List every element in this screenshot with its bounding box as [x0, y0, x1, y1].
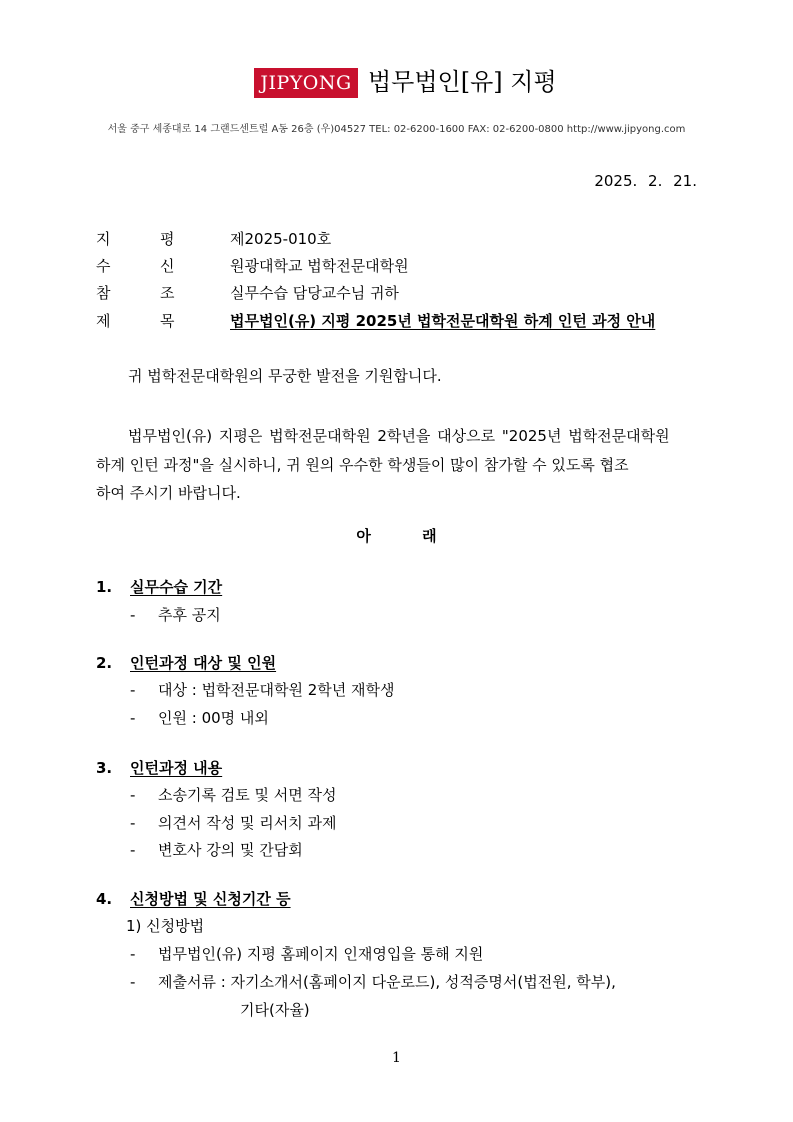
meta-value: 원광대학교 법학전문대학원: [230, 257, 409, 275]
section-heading: [96, 652, 276, 673]
sub-heading: 1) 신청방법: [126, 917, 205, 935]
meta-key: 제: [96, 312, 111, 330]
dash-bullet: -: [130, 681, 136, 699]
meta-value: 제2025-010호: [230, 230, 332, 248]
list-item: [130, 943, 483, 964]
list-item: [130, 971, 616, 992]
list-item-text: 대상 : 법학전문대학원 2학년 재학생: [158, 681, 395, 699]
list-item-text: 법무법인(유) 지평 홈페이지 인재영입을 통해 지원: [158, 945, 484, 963]
section-heading: [96, 888, 291, 909]
dash-bullet: -: [130, 786, 136, 804]
meta-key: 신: [160, 257, 175, 275]
firm-logo: JIPYONG: [254, 68, 358, 98]
body-line: 하여 주시기 바랍니다.: [96, 484, 241, 502]
list-item-text: 변호사 강의 및 간담회: [158, 841, 303, 859]
section-title: 신청방법 및 신청기간 등: [130, 890, 291, 908]
dash-bullet: -: [130, 709, 136, 727]
dash-bullet: -: [130, 973, 136, 991]
meta-key: 참: [96, 284, 111, 302]
body-line: 하계 인턴 과정"을 실시하니, 귀 원의 우수한 학생들이 많이 참가할 수 있도록 협조: [96, 456, 629, 474]
section-number: 2.: [96, 654, 113, 672]
body-line: 법무법인(유) 지평은 법학전문대학원 2학년을 대상으로 "2025년 법학전문대학원: [128, 427, 670, 445]
subject-title: 법무법인(유) 지평 2025년 법학전문대학원 하계 인턴 과정 안내: [230, 312, 656, 330]
section-number: 3.: [96, 759, 113, 777]
list-item: [130, 839, 303, 860]
section-heading: [96, 576, 222, 597]
dash-bullet: -: [130, 606, 136, 624]
list-item: [130, 679, 395, 700]
meta-value: 실무수습 담당교수님 귀하: [230, 284, 399, 302]
firm-address: 서울 중구 세종대로 14 그랜드센트럴 A동 26층 (우)04527 TEL: 02-6200-1600 FAX: 02-6200-0800 http://www.jipyong.com: [107, 124, 686, 135]
meta-key: 평: [160, 230, 175, 248]
list-item: [130, 812, 336, 833]
meta-key: 조: [160, 284, 175, 302]
section-title: 인턴과정 대상 및 인원: [130, 654, 277, 672]
list-item-text: 인원 : 00명 내외: [158, 709, 269, 727]
meta-key: 지: [96, 230, 111, 248]
page-number: 1: [392, 1050, 401, 1066]
meta-key: 목: [160, 312, 175, 330]
list-item: [130, 707, 269, 728]
list-item: [130, 784, 336, 805]
list-item-text: 의견서 작성 및 리서치 과제: [158, 814, 337, 832]
notice-heading: 아 래: [356, 527, 437, 545]
list-item-text: 제출서류 : 자기소개서(홈페이지 다운로드), 성적증명서(법전원, 학부),: [158, 973, 616, 991]
section-heading: [96, 757, 222, 778]
section-number: 1.: [96, 578, 113, 596]
section-title: 인턴과정 내용: [130, 759, 223, 777]
document-date: 2025. 2. 21.: [594, 172, 697, 190]
list-item-text: 추후 공지: [158, 606, 221, 624]
meta-key: 수: [96, 257, 111, 275]
list-item-text: 소송기록 검토 및 서면 작성: [158, 786, 337, 804]
section-title: 실무수습 기간: [130, 578, 223, 596]
section-number: 4.: [96, 890, 113, 908]
dash-bullet: -: [130, 945, 136, 963]
greeting-paragraph: 귀 법학전문대학원의 무궁한 발전을 기원합니다.: [128, 367, 442, 385]
list-item-continuation: 기타(자율): [240, 1001, 310, 1019]
list-item: [130, 604, 221, 625]
dash-bullet: -: [130, 841, 136, 859]
firm-name: 법무법인[유] 지평: [368, 68, 557, 96]
dash-bullet: -: [130, 814, 136, 832]
